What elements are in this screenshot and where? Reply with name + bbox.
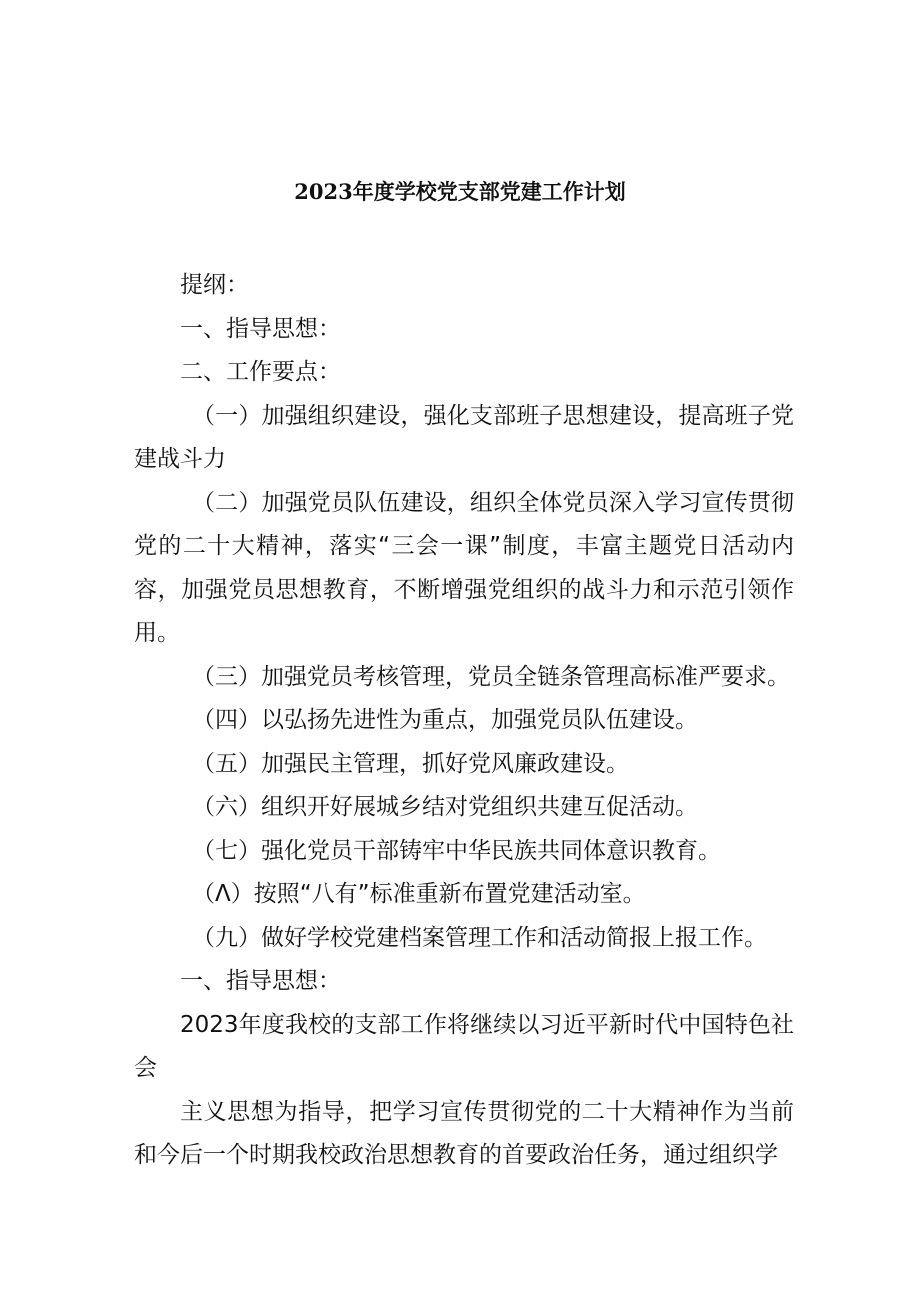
document-title: 2023年度学校党支部党建工作计划 (294, 179, 626, 204)
work-point-7: （七）强化党员干部铸牢中华民族共同体意识教育。 (192, 837, 721, 864)
work-point-8: （Λ）按照“八有”标准重新布置党建活动室。 (192, 881, 646, 907)
work-point-2: （二）加强党员队伍建设，组织全体党员深入学习宣传贯彻党的二十大精神，落实“三会一课”制度，丰富主题党日活动内容，加强党员思想教育，不断增强党组织的战斗力和示范引领作用。 (134, 489, 794, 646)
work-point-1: （一）加强组织建设，强化支部班子思想建设，提高班子党建战斗力 (134, 402, 794, 472)
work-point-3: （三）加强党员考核管理，党员全链条管理高标准严要求。 (192, 663, 790, 690)
work-point-4: （四）以弘扬先进性为重点，加强党员队伍建设。 (192, 707, 698, 733)
outline-label: 提纲： (180, 272, 249, 298)
body-paragraph-1: 2023年度我校的支部工作将继续以习近平新时代中国特色社会 (134, 1011, 794, 1081)
section-heading-guiding-ideology: 一、指导思想： (180, 968, 341, 994)
work-point-6: （六）组织开好展城乡结对党组织共建互促活动。 (192, 794, 698, 820)
outline-item-work-points: 二、工作要点： (180, 359, 341, 385)
document-body (134, 264, 794, 1178)
work-point-5: （五）加强民主管理，抓好党风廉政建设。 (192, 750, 629, 777)
outline-item-guiding-ideology: 一、指导思想： (180, 315, 341, 342)
work-point-9: （九）做好学校党建档案管理工作和活动简报上报工作。 (192, 924, 767, 951)
body-paragraph-2: 主义思想为指导，把学习宣传贯彻党的二十大精神作为当前和今后一个时期我校政治思想教育的首要政治任务，通过组织学 (134, 1098, 794, 1168)
